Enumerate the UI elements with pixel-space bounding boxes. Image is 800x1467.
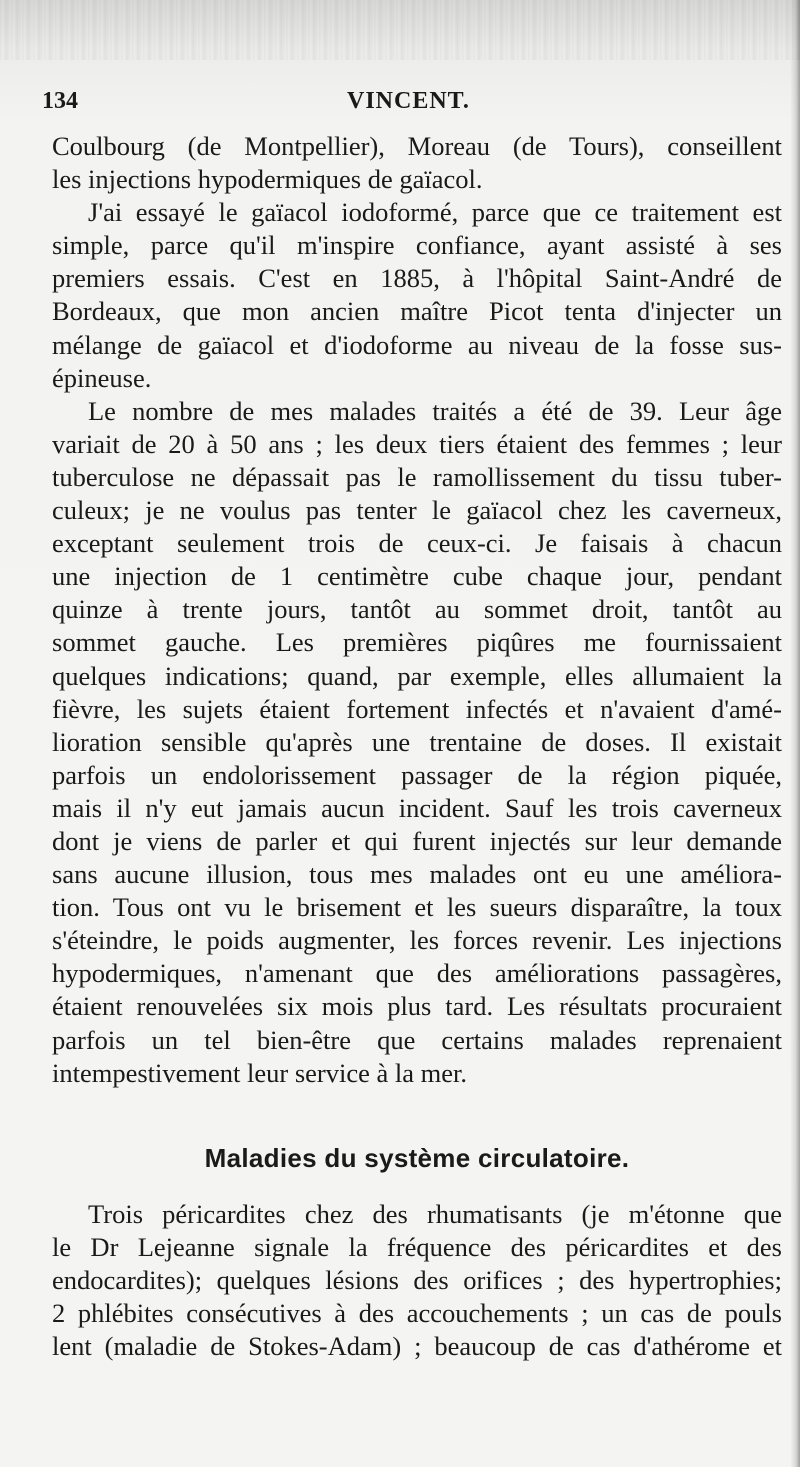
text-line: fièvre, les sujets étaient fortement infectés et n'avaient d'amé- xyxy=(52,693,782,724)
page-edge-shadow xyxy=(790,0,800,1467)
text-line: sommet gauche. Les premières piqûres me fournissaient xyxy=(52,627,782,658)
running-title: VINCENT. xyxy=(347,88,470,114)
text-line: s'éteindre, le poids augmenter, les forces revenir. Les injections xyxy=(52,925,782,956)
text-line: mais il n'y eut jamais aucun incident. Sauf les trois caverneux xyxy=(52,792,782,823)
text-line: endocardites); quelques lésions des orifices ; des hypertrophies; xyxy=(52,1265,782,1296)
text-line: Trois péricardites chez des rhumatisants (je m'étonne que xyxy=(88,1199,782,1229)
text-line: exceptant seulement trois de ceux-ci. Je faisais à chacun xyxy=(52,528,782,559)
text-line: lent (maladie de Stokes-Adam) ; beaucoup de cas d'athérome et xyxy=(52,1331,782,1362)
text-line: quelques indications; quand, par exemple, elles allumaient la xyxy=(52,660,782,691)
text-line: les injections hypodermiques de gaïacol. xyxy=(52,164,483,195)
text-line: dont je viens de parler et qui furent injectés sur leur demande xyxy=(52,825,782,856)
scan-noise-band xyxy=(0,0,800,60)
text-line: parfois un tel bien-être que certains malades reprenaient xyxy=(52,1024,782,1055)
text-line: 2 phlébites consécutives à des accouchements ; un cas de pouls xyxy=(52,1298,782,1329)
text-line: tion. Tous ont vu le brisement et les sueurs disparaître, la toux xyxy=(52,892,782,923)
text-line: intempestivement leur service à la mer. xyxy=(52,1057,468,1088)
section-heading: Maladies du système circulatoire. xyxy=(204,1143,630,1173)
text-line: étaient renouvelées six mois plus tard. Les résultats procuraient xyxy=(52,991,782,1022)
text-line: une injection de 1 centimètre cube chaque jour, pendant xyxy=(52,561,782,592)
text-line: Coulbourg (de Montpellier), Moreau (de Tours), conseillent xyxy=(52,131,782,161)
running-header xyxy=(42,88,782,120)
text-line: le Dr Lejeanne signale la fréquence des péricardites et des xyxy=(52,1232,782,1263)
text-line: parfois un endolorissement passager de la région piquée, xyxy=(52,759,782,790)
text-line: simple, parce qu'il m'inspire confiance, ayant assisté à ses xyxy=(52,230,782,261)
text-line: variait de 20 à 50 ans ; les deux tiers étaient des femmes ; leur xyxy=(52,428,782,459)
text-line: mélange de gaïacol et d'iodoforme au niveau de la fosse sus- xyxy=(52,329,782,360)
text-line: tuberculose ne dépassait pas le ramollissement du tissu tuber- xyxy=(52,461,782,492)
section-body-text xyxy=(52,1198,782,1363)
text-line: J'ai essayé le gaïacol iodoformé, parce que ce traitement est xyxy=(88,197,782,228)
text-line: premiers essais. C'est en 1885, à l'hôpital Saint-André de xyxy=(52,263,782,294)
page-number: 134 xyxy=(42,88,78,114)
text-line: hypodermiques, n'amenant que des améliorations passagères, xyxy=(52,958,782,989)
text-line: Le nombre de mes malades traités a été de 39. Leur âge xyxy=(88,395,782,426)
body-text xyxy=(52,130,782,1090)
text-line: lioration sensible qu'après une trentaine de doses. Il existait xyxy=(52,726,782,757)
text-line: épineuse. xyxy=(52,362,152,393)
text-line: sans aucune illusion, tous mes malades ont eu une améliora- xyxy=(52,859,782,890)
text-line: quinze à trente jours, tantôt au sommet droit, tantôt au xyxy=(52,594,782,625)
text-line: culeux; je ne voulus pas tenter le gaïacol chez les caverneux, xyxy=(52,495,782,526)
text-line: Bordeaux, que mon ancien maître Picot tenta d'injecter un xyxy=(52,296,782,327)
